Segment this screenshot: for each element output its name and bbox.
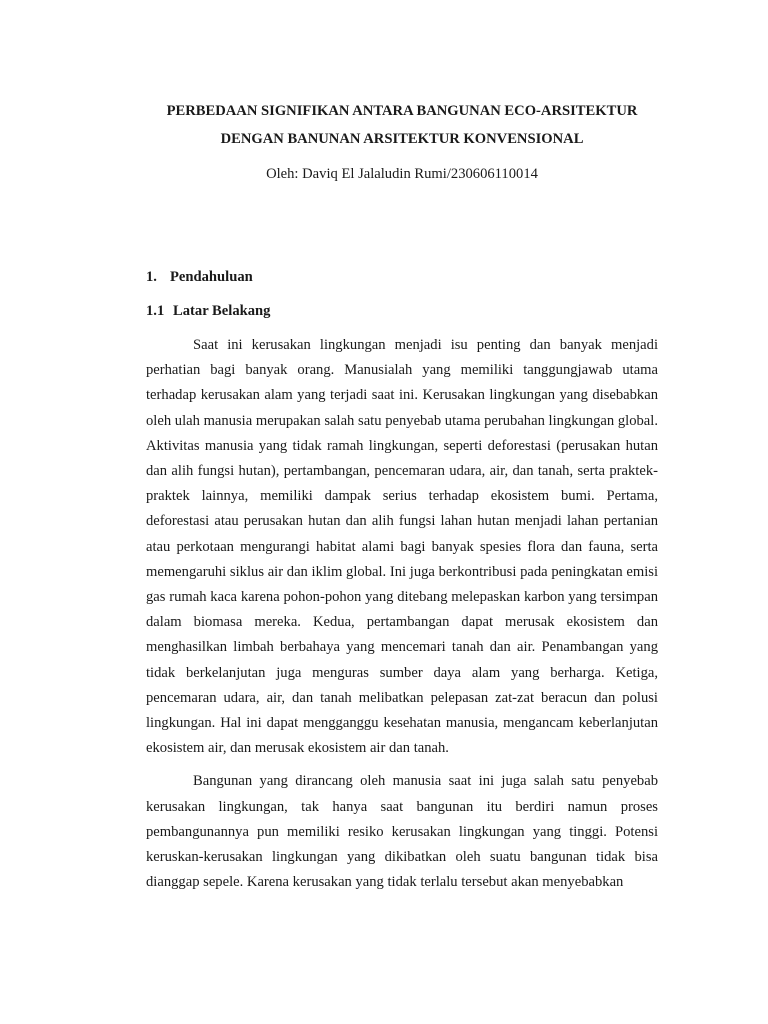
paragraph-2: Bangunan yang dirancang oleh manusia saat ini juga salah satu penyebab kerusakan lingkungan, tak hanya saat bangunan itu berdiri namun proses pembangunannya pun memiliki resiko kerusakan lingkungan yang tinggi. Potensi keruskan-kerusakan lingkungan yang dikibatkan oleh suatu bangunan tidak bisa dianggap sepele. Karena kerusakan yang tidak terlalu tersebut akan menyebabkan: [146, 773, 658, 891]
title-block: [146, 101, 658, 184]
section-heading-pendahuluan: [146, 267, 253, 287]
subsection-title: Latar Belakang: [173, 303, 271, 319]
document-title-line-2: DENGAN BANUNAN ARSITEKTUR KONVENSIONAL: [220, 131, 584, 147]
author-line: Oleh: Daviq El Jalaludin Rumi/230606110014: [266, 166, 538, 182]
document-title-line-1: PERBEDAAN SIGNIFIKAN ANTARA BANGUNAN ECO-ARSITEKTUR: [166, 103, 638, 119]
section-number: 1.: [146, 269, 157, 285]
section-title: Pendahuluan: [170, 269, 253, 285]
body-text: [146, 333, 658, 895]
paragraph-1: Saat ini kerusakan lingkungan menjadi isu penting dan banyak menjadi perhatian bagi banyak orang. Manusialah yang memiliki tanggungjawab utama terhadap kerusakan alam yang terjadi saat ini. Kerusakan lingkungan yang disebabkan oleh ulah manusia merupakan salah satu penyebab utama perubahan lingkungan global. Aktivitas manusia yang tidak ramah lingkungan, seperti deforestasi (perusakan hutan dan alih fungsi hutan), pertambangan, pencemaran udara, air, dan tanah, serta praktek-praktek lainnya, memiliki dampak serius terhadap ekosistem bumi. Pertama, deforestasi atau perusakan hutan dan alih fungsi lahan hutan menjadi lahan pertanian atau perkotaan mengurangi habitat alami bagi banyak spesies flora dan fauna, serta memengaruhi siklus air dan iklim global. Ini juga berkontribusi pada peningkatan emisi gas rumah kaca karena pohon-pohon yang ditebang melepaskan karbon yang tersimpan dalam biomasa mereka. Kedua, pertambangan dapat merusak ekosistem dan menghasilkan limbah berbahaya yang mencemari tanah dan air. Penambangan yang tidak berkelanjutan juga menguras sumber daya alam yang berharga. Ketiga, pencemaran udara, air, dan tanah melibatkan pelepasan zat-zat beracun dan polusi lingkungan. Hal ini dapat mengganggu kesehatan manusia, mengancam keberlanjutan ekosistem air, dan merusak ekosistem air dan tanah.: [146, 337, 658, 757]
subsection-heading-latar-belakang: [146, 301, 270, 321]
subsection-number: 1.1: [146, 303, 165, 319]
